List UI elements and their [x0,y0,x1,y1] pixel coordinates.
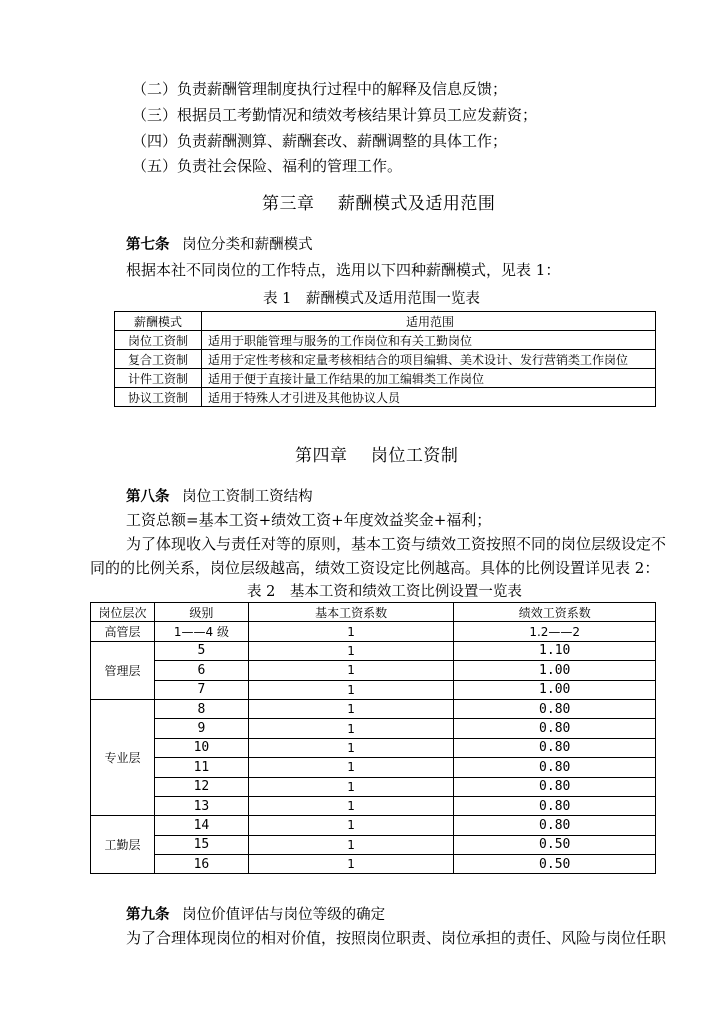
table-cell: 1 [248,777,454,796]
table-row [91,758,656,777]
article-8-heading [126,485,313,506]
table-cell: 适用于定性考核和定量考核相结合的项目编辑、美术设计、发行营销类工作岗位 [202,350,656,369]
table-row [115,388,656,407]
table-header-cell: 基本工资系数 [248,603,454,622]
table-cell: 计件工资制 [115,369,202,388]
table-row [91,622,656,641]
table-row [91,680,656,699]
table-cell: 1.2——2 [454,622,656,641]
table-cell: 0.80 [454,719,656,738]
table-1-caption: 表 1 薪酬模式及适用范围一览表 [263,291,480,307]
duty-item: （五）负责社会保险、福利的管理工作。 [132,157,403,175]
table-cell: 1 [248,796,454,815]
table-row [91,855,656,874]
table-2-caption: 表 2 基本工资和绩效工资比例设置一览表 [247,584,522,600]
table-cell: 1 [248,835,454,854]
table-cell: 适用于职能管理与服务的工作岗位和有关工勤岗位 [202,331,656,350]
article-9-title: 岗位价值评估与岗位等级的确定 [182,907,386,923]
table-cell: 1 [248,699,454,718]
article-7-heading [126,233,313,254]
table-cell: 8 [154,699,248,718]
article-9-heading [126,903,385,924]
table-cell: 1 [248,680,454,699]
chapter-3-title: 第三章 薪酬模式及适用范围 [262,194,496,214]
table-cell: 1 [248,816,454,835]
table-row [115,350,656,369]
table-header-row [91,603,656,622]
level-cell: 工勤层 [91,816,155,874]
chapter-4-title: 第四章 岗位工资制 [295,446,459,466]
table-cell: 1 [248,661,454,680]
table-cell: 适用于特殊人才引进及其他协议人员 [202,388,656,407]
table-row [91,719,656,738]
table-row [91,641,656,660]
article-8-text-line-1: 为了体现收入与责任对等的原则，基本工资与绩效工资按照不同的岗位层级设定不 [126,535,667,553]
table-cell: 1.00 [454,680,656,699]
table-row [91,699,656,718]
table-cell: 0.50 [454,835,656,854]
table-cell: 0.80 [454,777,656,796]
table-cell: 1 [248,758,454,777]
article-7-label: 第七条 [126,237,170,253]
table-row [91,835,656,854]
table-row [91,738,656,757]
table-cell: 0.50 [454,855,656,874]
table-header-cell: 适用范围 [202,312,656,331]
table-cell: 1.00 [454,661,656,680]
table-header-row [115,312,656,331]
table-row [91,777,656,796]
table-cell: 1——4 级 [154,622,248,641]
table-row [91,796,656,815]
table-cell: 16 [154,855,248,874]
table-cell: 适用于便于直接计量工作结果的加工编辑类工作岗位 [202,369,656,388]
table-cell: 14 [154,816,248,835]
level-cell: 管理层 [91,641,155,699]
table-1 [114,311,656,407]
article-8-label: 第八条 [126,489,170,505]
table-cell: 7 [154,680,248,699]
table-cell: 12 [154,777,248,796]
level-cell: 高管层 [91,622,155,641]
table-cell: 0.80 [454,699,656,718]
table-cell: 15 [154,835,248,854]
table-cell: 0.80 [454,738,656,757]
article-8-title: 岗位工资制工资结构 [182,489,313,505]
table-cell: 1 [248,719,454,738]
duty-item: （四）负责薪酬测算、薪酬套改、薪酬调整的具体工作； [132,132,508,150]
table-cell: 1 [248,622,454,641]
table-cell: 5 [154,641,248,660]
table-cell: 11 [154,758,248,777]
table-header-cell: 级别 [154,603,248,622]
table-cell: 复合工资制 [115,350,202,369]
article-9-label: 第九条 [126,907,170,923]
article-8-formula: 工资总额=基本工资+绩效工资+年度效益奖金+福利； [126,511,492,529]
table-row [91,816,656,835]
table-header-cell: 绩效工资系数 [454,603,656,622]
table-2 [90,602,656,874]
article-8-text-line-2: 同的的比例关系，岗位层级越高，绩效工资设定比例越高。具体的比例设置详见表 2： [90,559,660,577]
table-header-cell: 薪酬模式 [115,312,202,331]
article-7-text: 根据本社不同岗位的工作特点，选用以下四种薪酬模式，见表 1： [126,261,561,279]
table-cell: 0.80 [454,796,656,815]
duty-item: （三）根据员工考勤情况和绩效考核结果计算员工应发薪资； [132,106,538,124]
table-cell: 9 [154,719,248,738]
table-row [115,331,656,350]
table-cell: 10 [154,738,248,757]
table-cell: 1.10 [454,641,656,660]
table-cell: 1 [248,641,454,660]
table-cell: 1 [248,855,454,874]
table-cell: 0.80 [454,758,656,777]
article-7-title: 岗位分类和薪酬模式 [182,237,313,253]
table-cell: 1 [248,738,454,757]
table-header-cell: 岗位层次 [91,603,155,622]
table-cell: 岗位工资制 [115,331,202,350]
table-cell: 13 [154,796,248,815]
duty-item: （二）负责薪酬管理制度执行过程中的解释及信息反馈； [132,80,508,98]
level-cell: 专业层 [91,699,155,815]
article-9-text: 为了合理体现岗位的相对价值，按照岗位职责、岗位承担的责任、风险与岗位任职 [126,929,667,947]
table-cell: 协议工资制 [115,388,202,407]
table-cell: 6 [154,661,248,680]
table-row [91,661,656,680]
table-cell: 0.80 [454,816,656,835]
table-row [115,369,656,388]
